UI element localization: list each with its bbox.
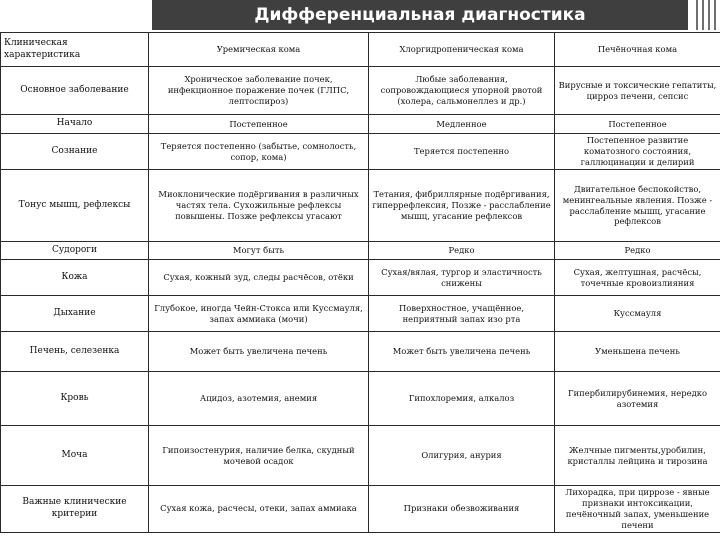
table-row (1, 486, 720, 533)
table-cell: Признаки обезвоживания (369, 486, 555, 533)
table-cell: Теряется постепенно (369, 134, 555, 170)
row-label: Кровь (1, 372, 149, 426)
table-cell: Сухая/вялая, тургор и эластичность снижены (369, 260, 555, 296)
table-cell: Олигурия, анурия (369, 426, 555, 486)
table-row (1, 67, 720, 115)
table-cell: Вирусные и токсические гепатиты, цирроз печени, сепсис (555, 67, 720, 115)
decorative-stripes (690, 0, 720, 30)
table-cell: Может быть увеличена печень (369, 332, 555, 372)
table-cell: Поверхностное, учащённое, неприятный запах изо рта (369, 296, 555, 332)
table-cell: Любые заболевания, сопровождающиеся упорной рвотой (холера, сальмонеллез и др.) (369, 67, 555, 115)
table-cell: Постепенное (555, 115, 720, 134)
table-cell: Гипохлоремия, алкалоз (369, 372, 555, 426)
page-title: Дифференциальная диагностика (254, 5, 586, 25)
row-label: Кожа (1, 260, 149, 296)
header-cell-uremic: Уремическая кома (149, 33, 369, 67)
table-cell: Теряется постепенно (забытье, сомнолость, сопор, кома) (149, 134, 369, 170)
table-cell: Хроническое заболевание почек, инфекционное поражение почек (ГЛПС, лептоспироз) (149, 67, 369, 115)
table-row (1, 242, 720, 260)
row-label: Дыхание (1, 296, 149, 332)
table-row (1, 372, 720, 426)
table-cell: Желчные пигменты,уробилин, кристаллы лейцина и тирозина (555, 426, 720, 486)
table-cell: Может быть увеличена печень (149, 332, 369, 372)
table-row (1, 426, 720, 486)
header-cell-chlorhydropenic: Хлоргидропеническая кома (369, 33, 555, 67)
row-label: Тонус мышц, рефлексы (1, 170, 149, 242)
row-label: Начало (1, 115, 149, 134)
row-label: Судороги (1, 242, 149, 260)
title-box (152, 0, 688, 30)
row-label: Печень, селезенка (1, 332, 149, 372)
row-label: Важные клинические критерии (1, 486, 149, 533)
table-row (1, 115, 720, 134)
table-row (1, 170, 720, 242)
diagnosis-table (0, 32, 720, 533)
title-bar (0, 0, 720, 32)
table-cell: Двигательное беспокойство, менингеальные явления. Позже - расслабление мышц, угасание рефлексов (555, 170, 720, 242)
table-cell: Уменьшена печень (555, 332, 720, 372)
table-cell: Тетания, фибриллярные подёргивания, гиперрефлексия, Позже - расслабление мышц, угасание рефлексов (369, 170, 555, 242)
table-cell: Редко (369, 242, 555, 260)
table-cell: Постепенное развитие коматозного состояния, галлюцинации и делирий (555, 134, 720, 170)
table-row (1, 260, 720, 296)
table-cell: Гипербилирубинемия, нередко азотемия (555, 372, 720, 426)
table-cell: Куссмауля (555, 296, 720, 332)
header-cell-characteristic: Клиническая характеристика (1, 33, 149, 67)
table-row (1, 332, 720, 372)
row-label: Моча (1, 426, 149, 486)
table-cell: Лихорадка, при циррозе - явные признаки интоксикации, печёночный запах, уменьшение печени (555, 486, 720, 533)
table-cell: Могут быть (149, 242, 369, 260)
table-cell: Гипоизостенурия, наличие белка, скудный мочевой осадок (149, 426, 369, 486)
table-cell: Постепенное (149, 115, 369, 134)
table-cell: Редко (555, 242, 720, 260)
table-cell: Сухая, кожный зуд, следы расчёсов, отёки (149, 260, 369, 296)
table-cell: Сухая кожа, расчесы, отеки, запах аммиака (149, 486, 369, 533)
table-cell: Глубокое, иногда Чейн-Стокса или Куссмауля, запах аммиака (мочи) (149, 296, 369, 332)
table-row (1, 134, 720, 170)
header-cell-hepatic: Печёночная кома (555, 33, 720, 67)
table-cell: Миоклонические подёргивания в различных частях тела. Сухожильные рефлексы повышены. Позже рефлексы угасают (149, 170, 369, 242)
row-label: Сознание (1, 134, 149, 170)
table-row (1, 296, 720, 332)
table-cell: Сухая, желтушная, расчёсы, точечные кровоизлияния (555, 260, 720, 296)
table-header-row (1, 33, 720, 67)
table-cell: Медленное (369, 115, 555, 134)
table-cell: Ацидоз, азотемия, анемия (149, 372, 369, 426)
row-label: Основное заболевание (1, 67, 149, 115)
